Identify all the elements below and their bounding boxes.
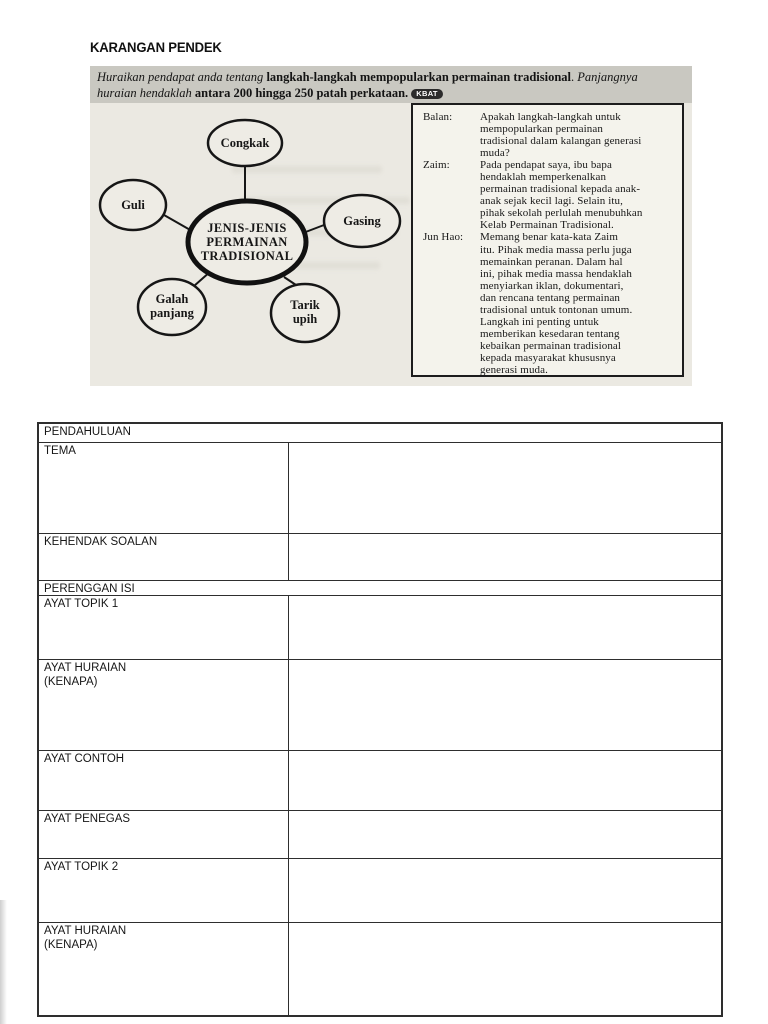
dialogue-line: mempopularkan permainan — [480, 123, 603, 136]
dialogue-line: ini, pihak media massa hendaklah — [480, 267, 632, 280]
dialogue-entry — [423, 231, 676, 376]
table-field-row — [39, 533, 721, 580]
field-label-cell — [39, 660, 289, 750]
table-section-row — [39, 424, 721, 442]
field-label: AYAT PENEGAS — [44, 813, 131, 825]
dialogue-line: hendaklah memperkenalkan — [480, 171, 607, 184]
page-title: KARANGAN PENDEK — [90, 40, 222, 55]
connector-line — [164, 215, 192, 231]
instruction-line-1 — [97, 70, 686, 86]
dialogue-line: Pada pendapat saya, ibu bapa — [480, 159, 613, 172]
field-label-cell — [39, 596, 289, 659]
node-label: Tarik — [290, 298, 320, 312]
section-label: PENDAHULUAN — [44, 426, 131, 438]
node-label: Congkak — [220, 136, 270, 150]
table-section-row — [39, 580, 721, 595]
dialogue-line: Langkah ini penting untuk — [480, 315, 599, 328]
table-field-row — [39, 442, 721, 533]
section-label: PERENGGAN ISI — [44, 583, 135, 595]
field-label-cell — [39, 534, 289, 580]
table-field-row — [39, 922, 721, 1015]
instruction-text-segment: huraian hendaklah — [97, 85, 195, 100]
dialogue-line: Kelab Permainan Tradisional. — [480, 219, 614, 232]
dialogue-line: kepada masyarakat khususnya — [480, 351, 616, 364]
node-label: upih — [292, 312, 318, 326]
mindmap-diagram — [90, 103, 411, 386]
answer-cell — [289, 811, 721, 858]
dialogue-entry — [423, 111, 676, 159]
table-field-row — [39, 858, 721, 922]
table-field-row — [39, 810, 721, 858]
answer-cell — [289, 859, 721, 922]
field-label: AYAT TOPIK 1 — [44, 598, 119, 610]
field-label-cell — [39, 811, 289, 858]
center-label: TRADISIONAL — [200, 249, 294, 263]
scanned-question-figure — [90, 66, 692, 386]
dialogue-line: generasi muda. — [480, 363, 548, 376]
instruction-text-segment: antara 200 hingga 250 patah perkataan. — [194, 85, 412, 100]
field-label-cell — [39, 859, 289, 922]
field-label: TEMA — [44, 445, 76, 457]
dialogue-line: muda? — [480, 147, 510, 160]
answer-cell — [289, 923, 721, 1015]
dialogue-box — [411, 103, 684, 377]
field-label: KEHENDAK SOALAN — [44, 536, 158, 548]
answer-table — [37, 422, 723, 1017]
field-label: AYAT HURAIAN — [44, 925, 127, 937]
dialogue-line: memainkan peranan. Dalam hal — [480, 255, 623, 268]
dialogue-speaker: Jun Hao: — [423, 231, 464, 244]
dialogue-line: dan rencana tentang permainan — [480, 291, 621, 304]
node-label: panjang — [150, 306, 194, 320]
table-field-row — [39, 595, 721, 659]
answer-cell — [289, 751, 721, 810]
kbat-badge: KBAT — [411, 89, 442, 99]
dialogue-line: permainan tradisional kepada anak- — [480, 183, 641, 196]
field-label: AYAT TOPIK 2 — [44, 861, 119, 873]
dialogue-line: Apakah langkah-langkah untuk — [480, 111, 621, 123]
dialogue-entry — [423, 159, 676, 231]
answer-cell — [289, 534, 721, 580]
field-label-line2: (KENAPA) — [44, 939, 98, 951]
node-label: Gasing — [343, 214, 381, 228]
dialogue-line: tradisional dalam kalangan generasi — [480, 135, 642, 148]
dialogue-speaker: Zaim: — [423, 159, 450, 172]
node-label: Guli — [121, 198, 145, 212]
instruction-line-2 — [97, 86, 686, 102]
instruction-text-segment: Huraikan pendapat anda tentang — [97, 70, 267, 84]
center-label: PERMAINAN — [206, 235, 288, 249]
answer-cell — [289, 660, 721, 750]
center-label: JENIS-JENIS — [207, 221, 287, 235]
dialogue-line: menyiarkan iklan, dokumentari, — [480, 279, 624, 292]
question-instruction — [90, 66, 692, 103]
dialogue-line: kebaikan permainan tradisional — [480, 339, 622, 352]
field-label: AYAT HURAIAN — [44, 662, 127, 674]
answer-cell — [289, 596, 721, 659]
instruction-text-segment: Panjangnya — [577, 70, 638, 84]
field-label-cell — [39, 923, 289, 1015]
connector-line — [284, 277, 296, 285]
dialogue-line: memberikan kesedaran tentang — [480, 327, 620, 340]
dialogue-line: itu. Pihak media massa perlu juga — [480, 243, 632, 256]
dialogue-line: tradisional untuk tontonan umum. — [480, 303, 633, 316]
table-field-row — [39, 750, 721, 810]
answer-cell — [289, 443, 721, 533]
field-label-cell — [39, 443, 289, 533]
field-label-cell — [39, 751, 289, 810]
dialogue-line: Memang benar kata-kata Zaim — [480, 231, 618, 244]
dialogue-line: anak sejak kecil lagi. Selain itu, — [480, 195, 623, 208]
instruction-text-segment: . — [571, 70, 578, 84]
scan-edge-artifact — [0, 900, 7, 1024]
node-label: Galah — [155, 292, 189, 306]
dialogue-line: pihak sekolah perlulah menubuhkan — [480, 207, 643, 220]
table-field-row — [39, 659, 721, 750]
field-label-line2: (KENAPA) — [44, 676, 98, 688]
dialogue-speaker: Balan: — [423, 111, 453, 123]
field-label: AYAT CONTOH — [44, 753, 125, 765]
instruction-text-segment: langkah-langkah mempopularkan permainan tradisional — [266, 70, 572, 84]
